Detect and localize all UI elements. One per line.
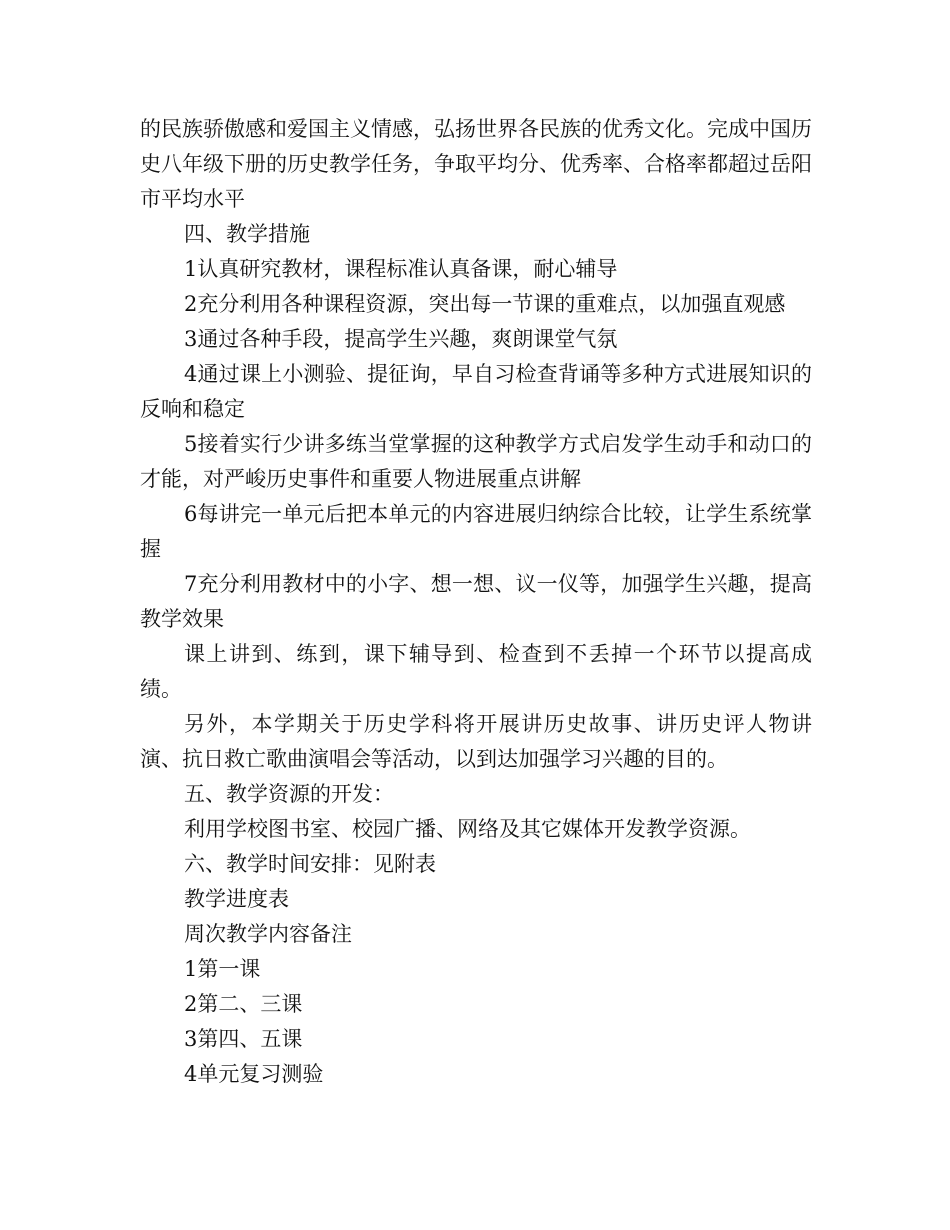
document-body: [140, 112, 812, 1092]
measure-item-2: 2充分利用各种课程资源，突出每一节课的重难点，以加强直观感: [184, 292, 786, 316]
schedule-row-4: 4单元复习测验: [184, 1062, 324, 1086]
paragraph-goal-continuation: 的民族骄傲感和爱国主义情感，弘扬世界各民族的优秀文化。完成中国历史八年级下册的历史教学任务，争取平均分、优秀率、合格率都超过岳阳市平均水平: [140, 117, 812, 211]
schedule-row-1: 1第一课: [184, 957, 261, 981]
measure-item-6: 6每讲完一单元后把本单元的内容进展归纳综合比较，让学生系统掌握: [140, 502, 812, 561]
paragraph-activities: 另外，本学期关于历史学科将开展讲历史故事、讲历史评人物讲演、抗日救亡歌曲演唱会等活动，以到达加强学习兴趣的目的。: [140, 712, 812, 771]
measure-item-7: 7充分利用教材中的小字、想一想、议一仪等，加强学生兴趣，提高教学效果: [140, 572, 812, 631]
paragraph-class-practice: 课上讲到、练到，课下辅导到、检查到不丢掉一个环节以提高成绩。: [140, 642, 812, 701]
measure-item-5: 5接着实行少讲多练当堂掌握的这种教学方式启发学生动手和动口的才能，对严峻历史事件和重要人物进展重点讲解: [140, 432, 812, 491]
measure-item-1: 1认真研究教材，课程标准认真备课，耐心辅导: [184, 257, 618, 281]
section-heading-schedule: 六、教学时间安排：见附表: [184, 852, 436, 876]
section-heading-teaching-measures: 四、教学措施: [184, 222, 310, 246]
section-heading-resources: 五、教学资源的开发：: [184, 782, 394, 806]
schedule-table-title: 教学进度表: [184, 887, 289, 911]
schedule-table-header: 周次教学内容备注: [184, 922, 352, 946]
paragraph-resources: 利用学校图书室、校园广播、网络及其它媒体开发教学资源。: [184, 817, 751, 841]
schedule-row-2: 2第二、三课: [184, 992, 303, 1016]
measure-item-3: 3通过各种手段，提高学生兴趣，爽朗课堂气氛: [184, 327, 618, 351]
schedule-row-3: 3第四、五课: [184, 1027, 303, 1051]
measure-item-4: 4通过课上小测验、提征询，早自习检查背诵等多种方式进展知识的反响和稳定: [140, 362, 812, 421]
